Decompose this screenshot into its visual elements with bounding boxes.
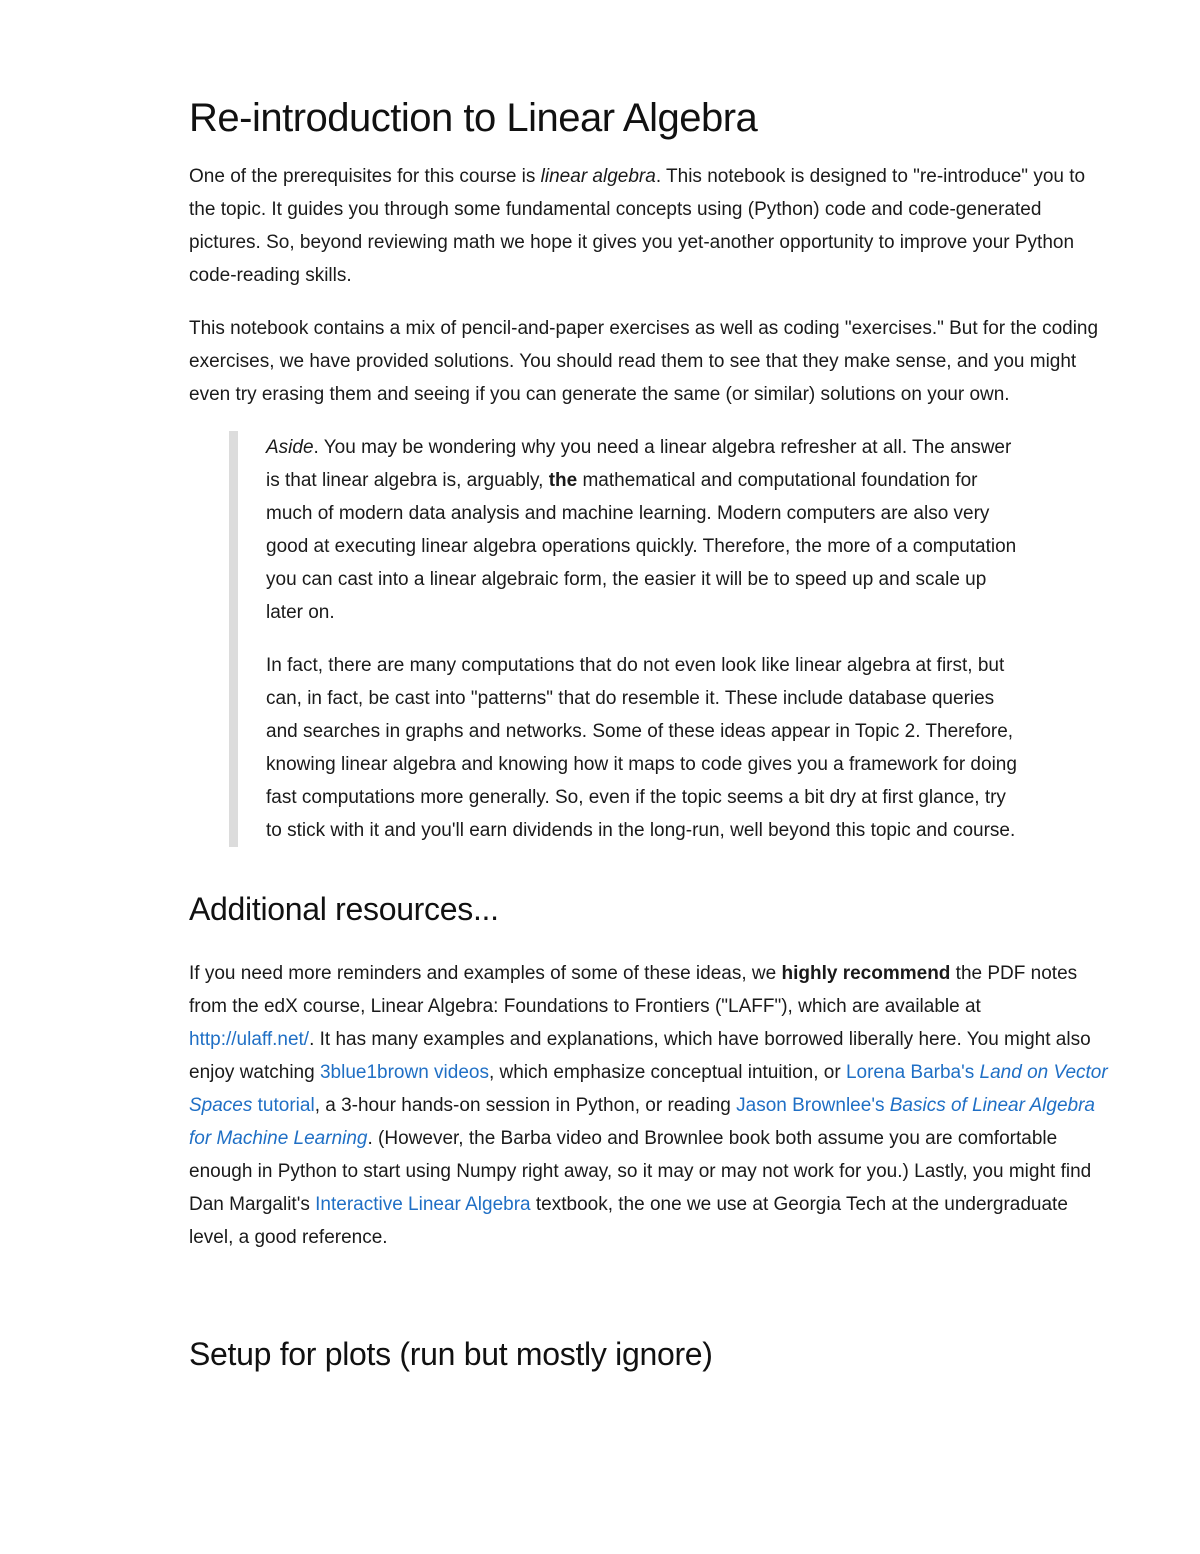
page-title: Re-introduction to Linear Algebra [189, 96, 758, 140]
barba-link-text-a: Lorena Barba's [845, 1062, 980, 1083]
resources-text-1: If you need more reminders and examples of some of these ideas, we [189, 963, 782, 984]
resources-strong: highly recommend [781, 963, 951, 984]
setup-heading: Setup for plots (run but mostly ignore) [189, 1336, 713, 1372]
aside-p1-text-b: mathematical and computational foundation for much of modern data analysis and machine learning. Modern computers are also very good at executing linear algebra operations quickly. Therefore, the more of a computation you can cast into a linear algebraic form, the easier it will be to speed up and scale up later on. [266, 470, 1017, 623]
intro-p1-text-a: One of the prerequisites for this course is [189, 166, 541, 187]
intro-paragraph-1 [189, 160, 1109, 292]
aside-p1-text-a: . You may be wondering why you need a linear algebra refresher at all. The answer is that linear algebra is, arguably, [266, 437, 1012, 491]
aside-p1-strong: the [548, 470, 578, 491]
brownlee-link-text-a: Jason Brownlee's [736, 1095, 890, 1116]
brownlee-link-title: Basics of Linear Algebra for Machine Learning [189, 1095, 1095, 1149]
aside-paragraph-2: In fact, there are many computations that do not even look like linear algebra at first, but can, in fact, be cast into "patterns" that do resemble it. These include database queries and searches in graphs and networks. Some of these ideas appear in Topic 2. Therefore, knowing linear algebra and knowing how it maps to code gives you a framework for doing fast computations more generally. So, even if the topic seems a bit dry at first glance, try to stick with it and you'll earn dividends in the long-run, well beyond this topic and course. [266, 655, 1017, 841]
resources-heading: Additional resources... [189, 891, 499, 927]
3blue1brown-link[interactable]: 3blue1brown videos [319, 1062, 489, 1083]
intro-p1-emphasis: linear algebra [540, 166, 656, 187]
aside-paragraph-1 [266, 431, 1026, 629]
laff-link[interactable]: http://ulaff.net/ [189, 1029, 310, 1050]
intro-p1-text-b: . This notebook is designed to "re-introduce" you to the topic. It guides you through some fundamental concepts using (Python) code and code-generated pictures. So, beyond reviewing math we hope it gives you yet-another opportunity to improve your Python code-reading skills. [189, 166, 1086, 286]
aside-label: Aside [266, 437, 314, 458]
barba-link-text-b: tutorial [252, 1095, 315, 1116]
resources-text-6: . (However, the Barba video and Brownlee book both assume you are comfortable enough in Python to start using Numpy right away, so it may or may not work for you.) Lastly, you might find Dan Margalit's [189, 1128, 1092, 1215]
resources-paragraph [189, 957, 1109, 1254]
notebook-page [189, 90, 1109, 1376]
intro-paragraph-2: This notebook contains a mix of pencil-and-paper exercises as well as coding "exercises." But for the coding exercises, we have provided solutions. You should read them to see that they make sense, and you might even try erasing them and seeing if you can generate the same (or similar) solutions on your own. [189, 318, 1099, 405]
aside-blockquote [229, 431, 1026, 847]
resources-text-7: textbook, the one we use at Georgia Tech at the undergraduate level, a good reference. [189, 1194, 1068, 1248]
interactive-linear-algebra-link[interactable]: Interactive Linear Algebra [315, 1194, 531, 1215]
resources-text-2: the PDF notes from the edX course, Linear Algebra: Foundations to Frontiers ("LAFF"), which are available at [189, 963, 1078, 1017]
resources-text-3: . It has many examples and explanations, which have borrowed liberally here. You might also enjoy watching [189, 1029, 1091, 1083]
resources-text-5: , a 3-hour hands-on session in Python, or reading [314, 1095, 737, 1116]
barba-link-title: Land on Vector Spaces [189, 1062, 1108, 1116]
resources-text-4: , which emphasize conceptual intuition, or [488, 1062, 846, 1083]
